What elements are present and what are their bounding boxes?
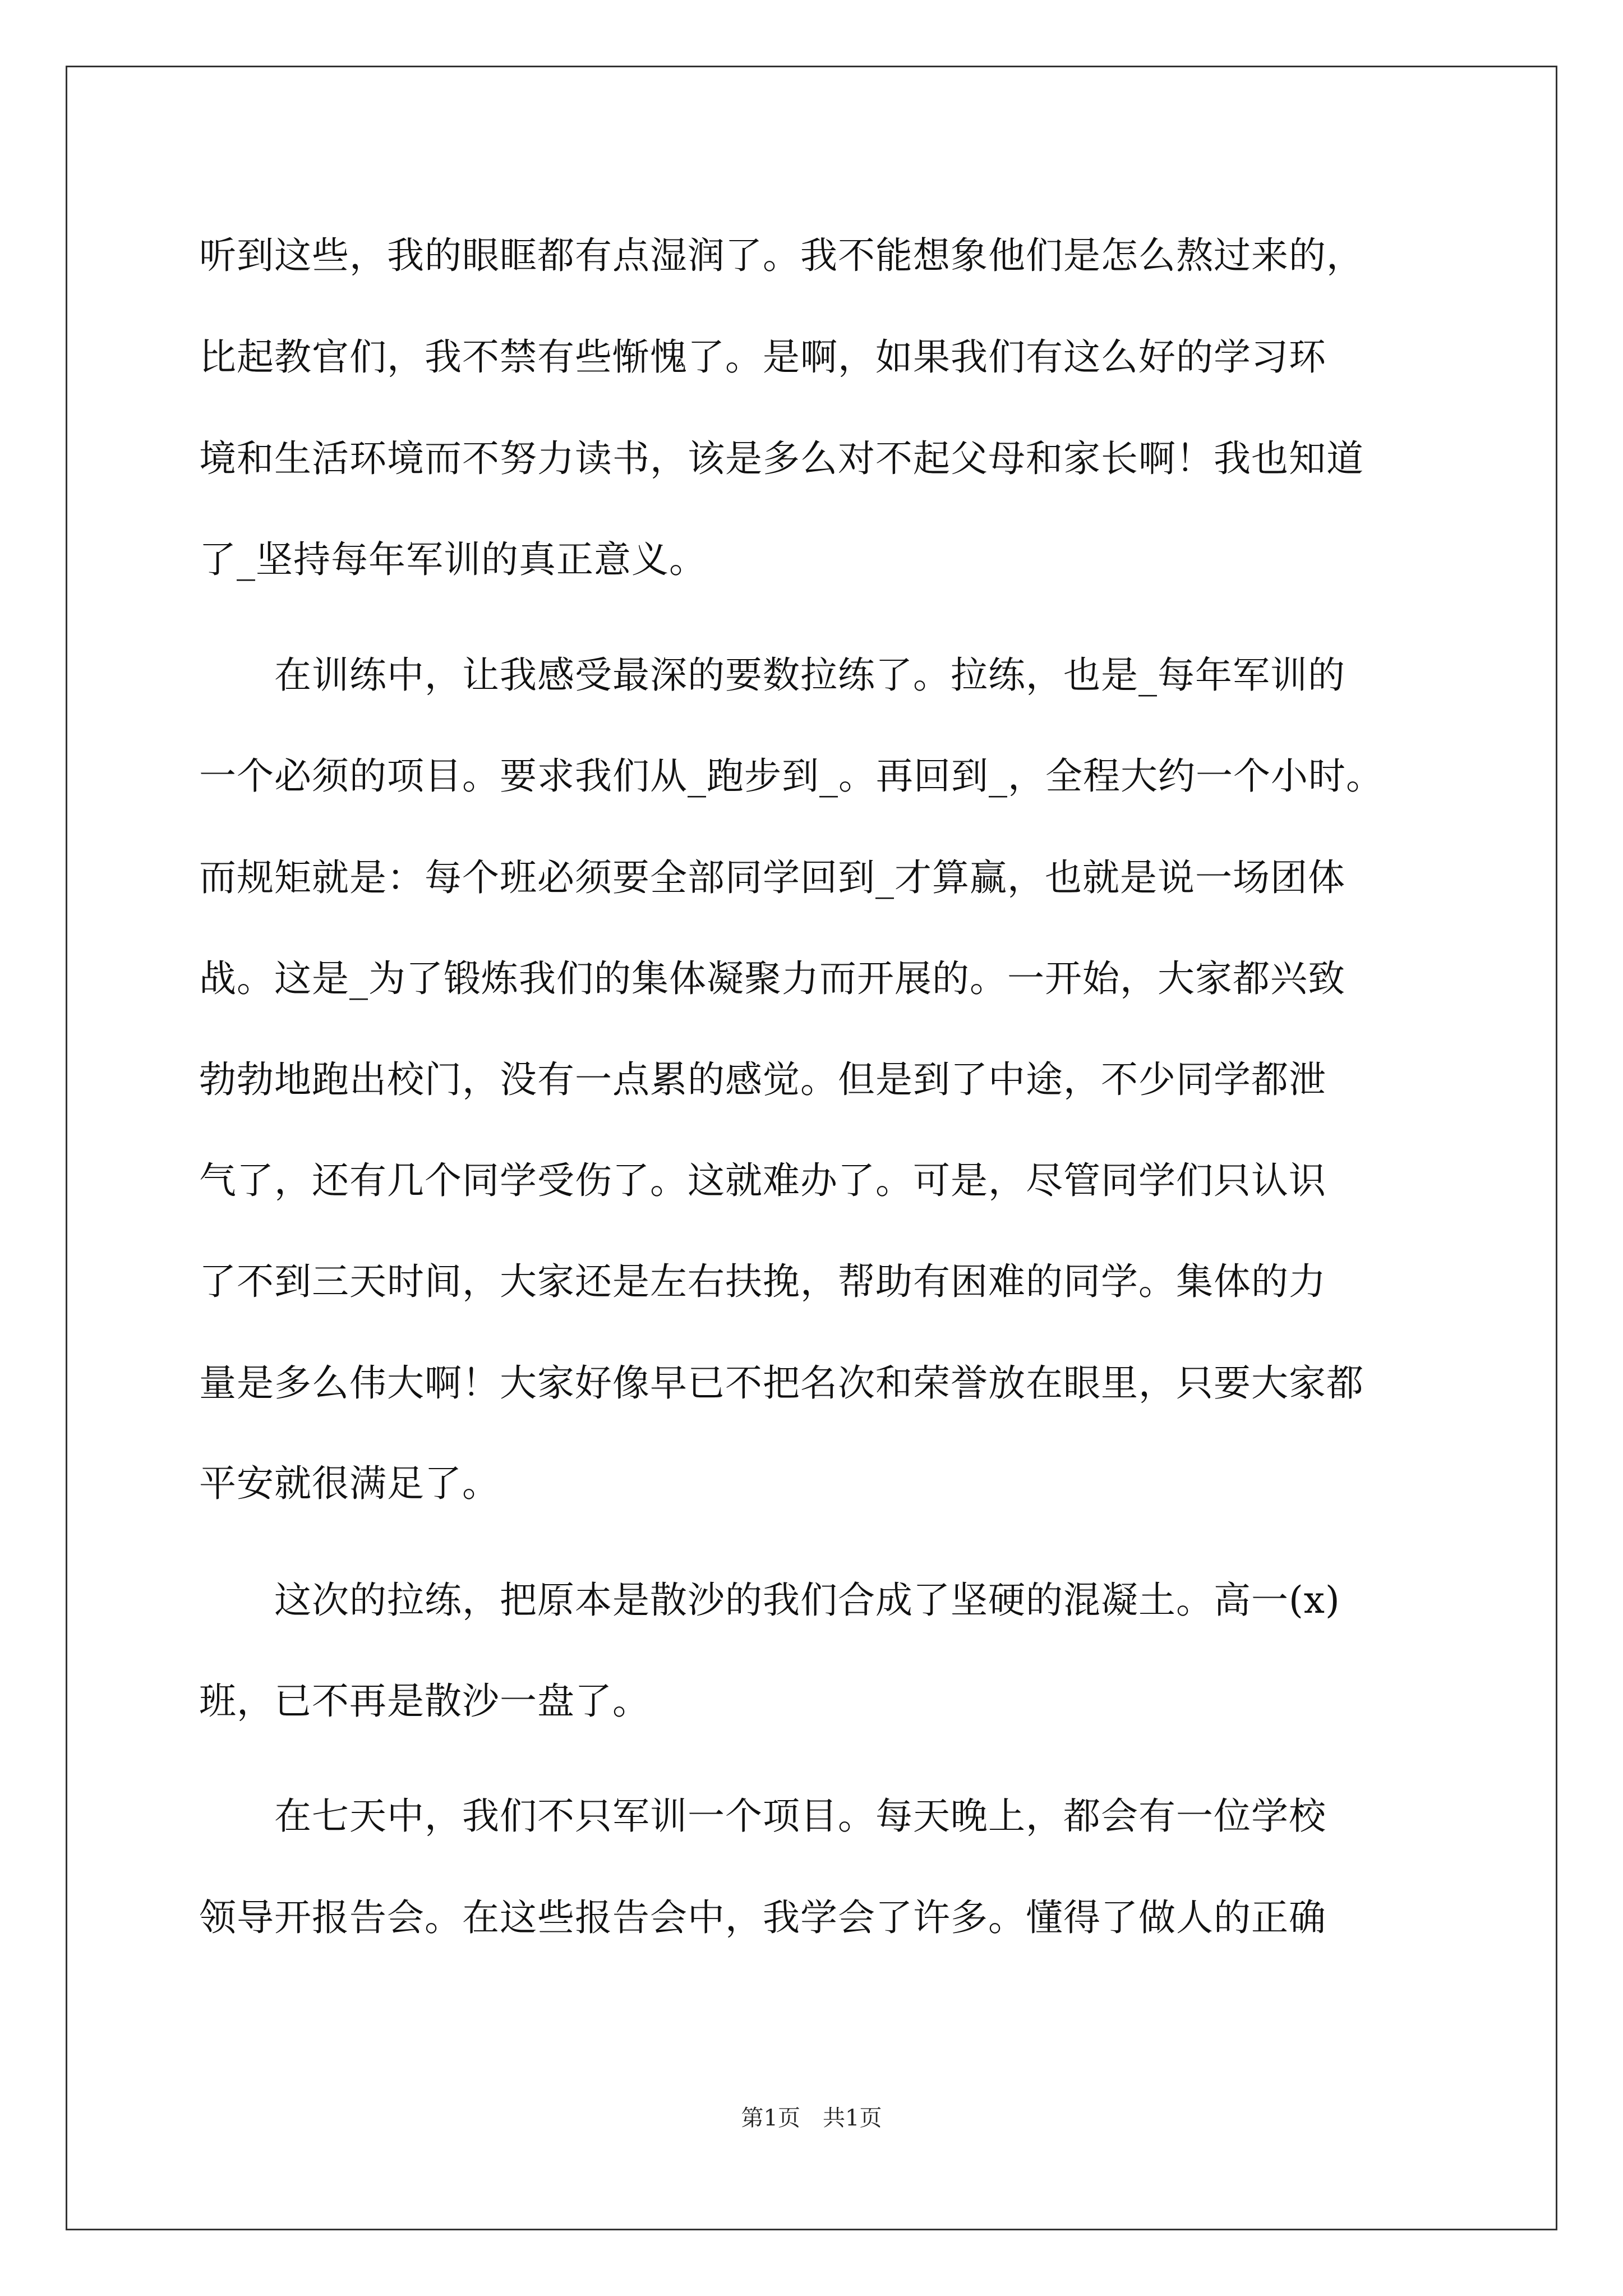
text-line: 境和生活环境而不努力读书，该是多么对不起父母和家长啊！我也知道: [199, 437, 1364, 480]
text-line: 班，已不再是散沙一盘了。: [199, 1680, 650, 1723]
text-line: 而规矩就是：每个班必须要全部同学回到_才算赢，也就是说一场团体: [199, 856, 1345, 899]
text-line: 在训练中，让我感受最深的要数拉练了。拉练，也是_每年军训的: [199, 654, 1345, 697]
text-line: 听到这些，我的眼眶都有点湿润了。我不能想象他们是怎么熬过来的，: [199, 234, 1364, 277]
text-line: 一个必须的项目。要求我们从_跑步到_。再回到_，全程大约一个小时。: [199, 754, 1384, 798]
page-number-footer: 第1页 共1页: [741, 2105, 882, 2131]
text-line: 战。这是_为了锻炼我们的集体凝聚力而开展的。一开始，大家都兴致: [199, 957, 1345, 1000]
text-line: 了_坚持每年军训的真正意义。: [199, 538, 707, 581]
text-line: 气了，还有几个同学受伤了。这就难办了。可是，尽管同学们只认识: [199, 1159, 1326, 1202]
text-line: 勃勃地跑出校门，没有一点累的感觉。但是到了中途，不少同学都泄: [199, 1058, 1326, 1101]
text-line: 平安就很满足了。: [199, 1462, 500, 1505]
text-line: 领导开报告会。在这些报告会中，我学会了许多。懂得了做人的正确: [199, 1896, 1326, 1939]
text-line: 在七天中，我们不只军训一个项目。每天晚上，都会有一位学校: [199, 1795, 1326, 1838]
text-line: 量是多么伟大啊！大家好像早已不把名次和荣誉放在眼里，只要大家都: [199, 1361, 1364, 1405]
text-line: 了不到三天时间，大家还是左右扶挽，帮助有困难的同学。集体的力: [199, 1260, 1326, 1303]
text-line: 比起教官们，我不禁有些惭愧了。是啊，如果我们有这么好的学习环: [199, 335, 1326, 379]
text-line: 这次的拉练，把原本是散沙的我们合成了坚硬的混凝土。高一(x): [199, 1579, 1340, 1622]
